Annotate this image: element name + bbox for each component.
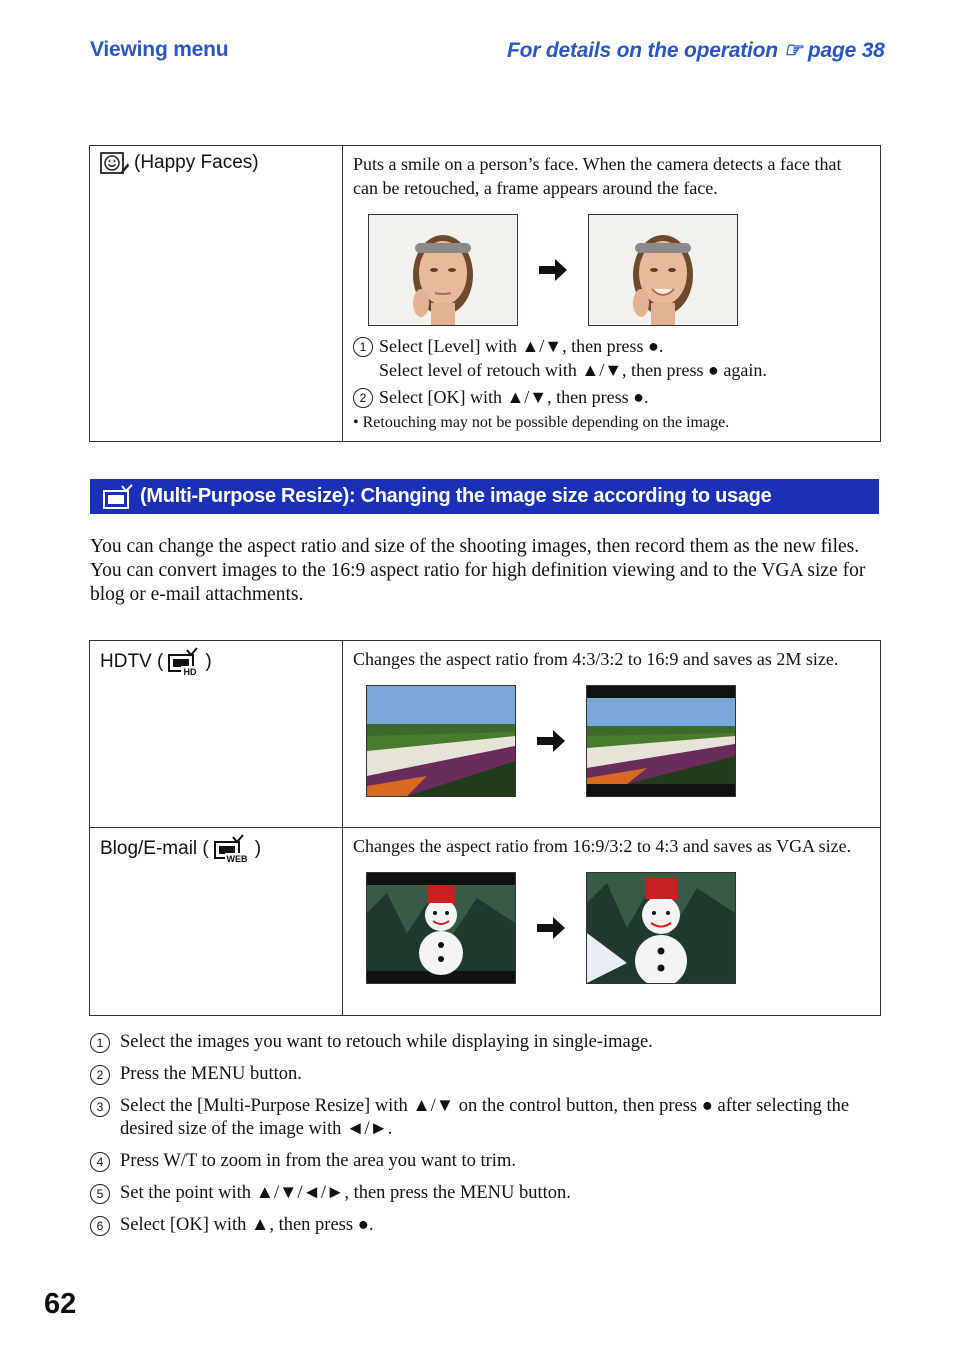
arrow-right-icon [516, 916, 586, 940]
hdtv-icon [167, 647, 201, 677]
list-item [90, 1063, 880, 1086]
list-item [90, 1182, 880, 1205]
step-number-badge: 2 [353, 388, 373, 408]
step-number-badge: 4 [90, 1152, 110, 1172]
hdtv-icon-text: HD [183, 667, 197, 677]
step-text: Select the images you want to retouch while displaying in single-image. [120, 1032, 653, 1052]
step-text: Select [OK] with ▲, then press ●. [120, 1215, 374, 1235]
step-number-badge: 1 [90, 1033, 110, 1053]
section-header: Viewing menu [90, 38, 229, 61]
face-before-image [368, 214, 518, 326]
step-text: Press the MENU button. [120, 1064, 302, 1084]
happy-step-1-detail: Select level of retouch with ▲/▼, then press ● again. [379, 360, 767, 380]
blog-email-label-cell [90, 828, 343, 1016]
happy-step-1: Select [Level] with ▲/▼, then press ●. [379, 336, 664, 356]
blog-email-label: Blog/E-mail ( [100, 838, 209, 859]
blog-email-label-close: ) [254, 838, 262, 859]
step-text: Select the [Multi-Purpose Resize] with ▲/▼ on the control button, then press ● after selecting the desired size of the image with ◄/►. [120, 1096, 850, 1139]
happy-step-2: Select [OK] with ▲/▼, then press ●. [379, 387, 649, 407]
resize-options-table [89, 640, 881, 1016]
hdtv-label: HDTV ( [100, 651, 164, 672]
section-title: (Multi-Purpose Resize): Changing the image size according to usage [140, 485, 772, 507]
happy-faces-label: (Happy Faces) [134, 152, 259, 173]
list-item [90, 1095, 880, 1141]
step-number-badge: 6 [90, 1216, 110, 1236]
happy-faces-label-cell [90, 146, 343, 442]
pointing-hand-icon: ☞ [783, 39, 803, 62]
snowman-before-image [366, 872, 516, 984]
list-item [90, 1031, 880, 1054]
happy-faces-description: Puts a smile on a person’s face. When the camera detects a face that can be retouched, a frame appears around the face. [353, 154, 842, 198]
landscape-after-image [586, 685, 736, 797]
procedure-steps [90, 1031, 880, 1246]
snowman-after-image [586, 872, 736, 984]
arrow-right-icon [516, 729, 586, 753]
step-number-badge: 2 [90, 1065, 110, 1085]
blog-email-icon-text: WEB [226, 854, 248, 864]
step-number-badge: 1 [353, 337, 373, 357]
step-text: Press W/T to zoom in from the area you want to trim. [120, 1151, 516, 1171]
blog-email-desc-cell [343, 828, 881, 1016]
hdtv-label-close: ) [205, 651, 212, 672]
blog-email-icon [213, 834, 251, 864]
step-text: Set the point with ▲/▼/◄/►, then press the MENU button. [120, 1183, 571, 1203]
happy-note: • Retouching may not be possible depending on the image. [353, 414, 730, 431]
intro-paragraph-1: You can change the aspect ratio and size of the shooting images, then record them as the new files. [90, 536, 860, 557]
happy-faces-table [89, 145, 881, 442]
reference-text: For details on the operation [507, 39, 778, 62]
operation-reference [507, 38, 885, 63]
face-after-image [588, 214, 738, 326]
happy-faces-desc-cell [343, 146, 881, 442]
list-item [90, 1214, 880, 1237]
arrow-right-icon [518, 258, 588, 282]
happy-faces-icon [100, 151, 130, 175]
hdtv-description: Changes the aspect ratio from 4:3/3:2 to 16:9 and saves as 2M size. [353, 649, 839, 669]
multi-purpose-resize-icon [102, 484, 134, 510]
reference-page: page 38 [807, 39, 885, 62]
hdtv-label-cell [90, 641, 343, 828]
intro-text [90, 535, 880, 607]
intro-paragraph-2: You can convert images to the 16:9 aspect ratio for high definition viewing and to the VGA size for blog or e-mail attachments. [90, 560, 866, 605]
list-item [90, 1150, 880, 1173]
page-number: 62 [44, 1288, 77, 1320]
blog-email-description: Changes the aspect ratio from 16:9/3:2 to 4:3 and saves as VGA size. [353, 836, 852, 856]
landscape-before-image [366, 685, 516, 797]
step-number-badge: 3 [90, 1097, 110, 1117]
hdtv-desc-cell [343, 641, 881, 828]
step-number-badge: 5 [90, 1184, 110, 1204]
section-title-bar [90, 479, 879, 514]
